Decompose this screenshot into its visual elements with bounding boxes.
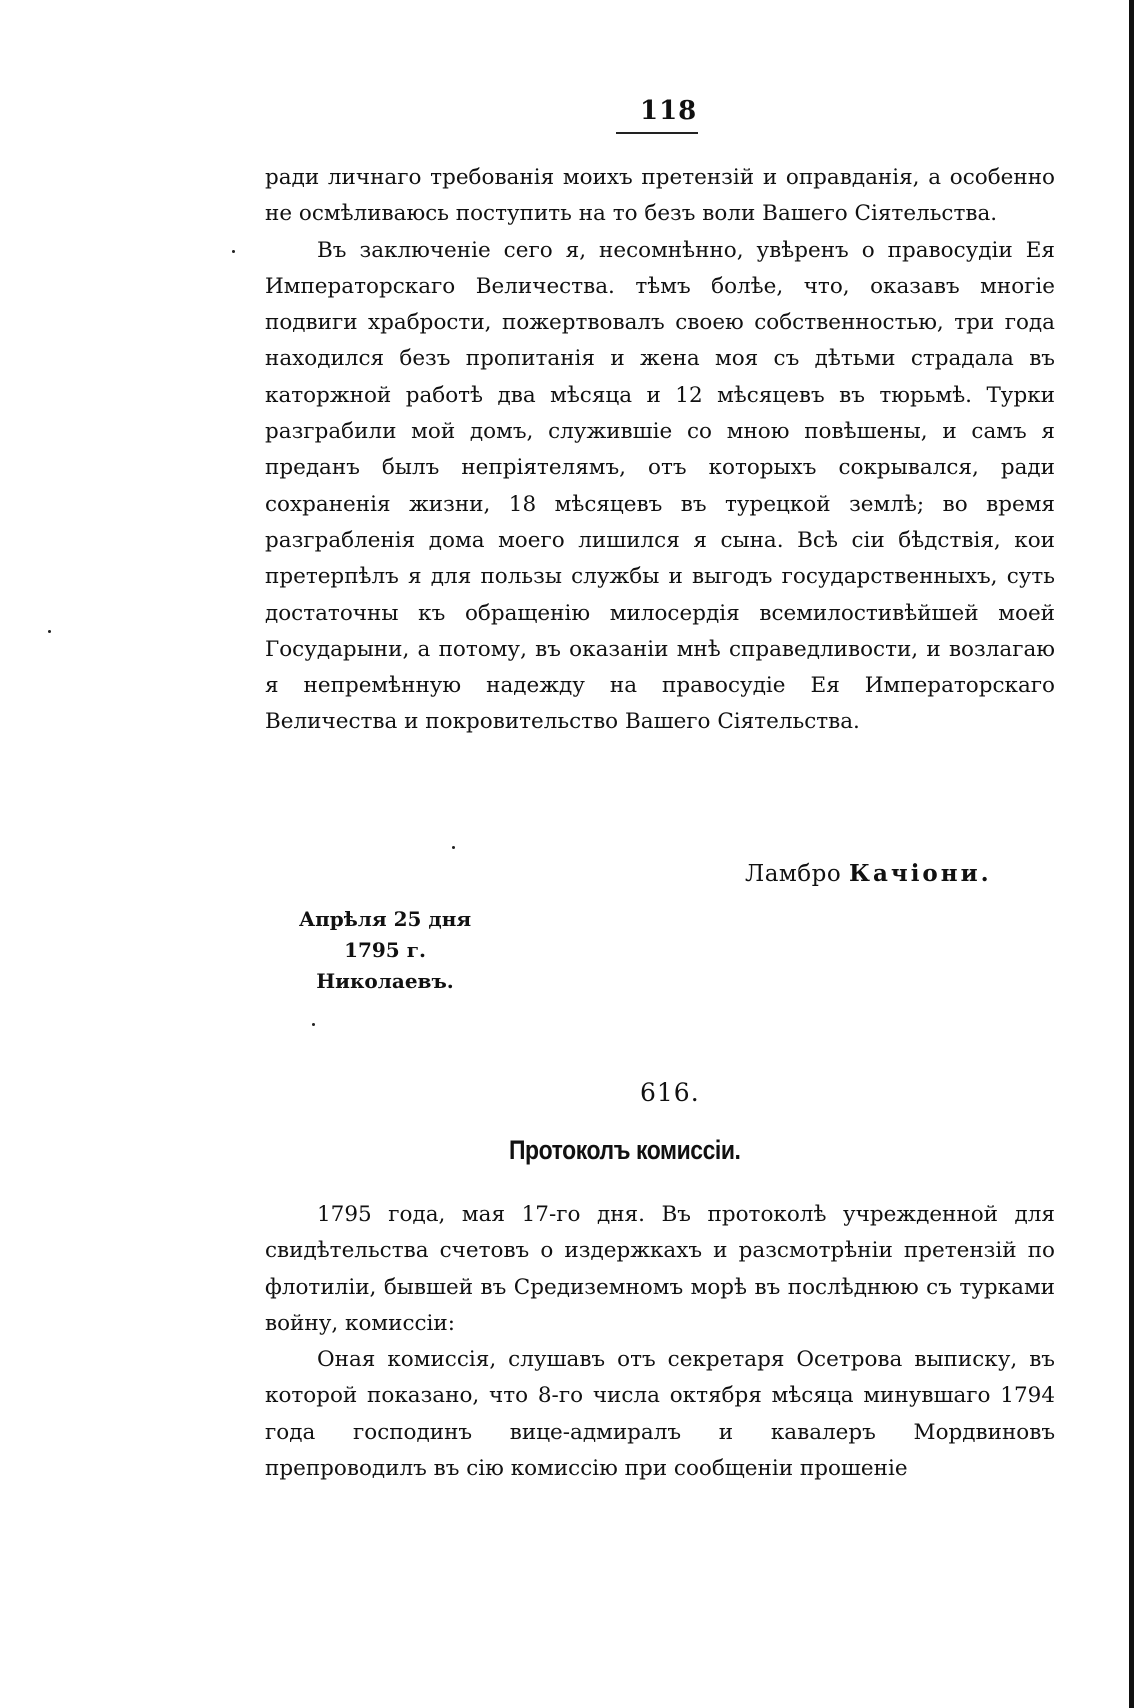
letter-dateline xyxy=(275,904,495,997)
document-text xyxy=(265,1197,1055,1487)
document-title: Протоколъ комиссіи. xyxy=(508,1135,741,1165)
date-place: Николаевъ. xyxy=(316,969,454,993)
letter-paragraph: ради личнаго требованія моихъ претензій и оправданія, а особенно не осмѣливаюсь поступить на то безъ воли Вашего Сіятельства. xyxy=(265,165,1055,227)
document-paragraph: Оная комиссія, слушавъ отъ секретаря Осетрова выписку, въ которой показано, что 8-го числа октября мѣсяца минувшаго 1794 года господинъ вице-адмиралъ и кавалеръ Мордвиновъ препроводилъ въ сію комиссію при сообщеніи прошеніе xyxy=(265,1347,1055,1482)
letter-text xyxy=(265,160,1055,741)
document-number: 616. xyxy=(640,1078,700,1107)
letter-signature xyxy=(745,860,992,887)
scan-speck xyxy=(312,1023,315,1026)
scan-speck xyxy=(232,250,235,253)
signature-first-name: Ламбро xyxy=(745,861,842,887)
scan-speck xyxy=(48,630,51,633)
page-number-rule xyxy=(616,132,698,134)
signature-surname: Качіони. xyxy=(849,860,992,887)
document-paragraph: 1795 года, мая 17-го дня. Въ протоколѣ учрежденной для свидѣтельства счетовъ о издержкахъ и разсмотрѣніи претензій по флотиліи, бывшей въ Средиземномъ морѣ въ послѣднюю съ турками войну, комиссіи: xyxy=(265,1202,1055,1336)
date-line: Апрѣля 25 дня xyxy=(298,907,472,931)
scan-speck xyxy=(452,846,455,849)
page-number: 118 xyxy=(640,96,698,126)
date-year: 1795 г. xyxy=(344,938,426,962)
letter-paragraph: Въ заключеніе сего я, несомнѣнно, увѣренъ о правосудіи Ея Императорскаго Величества. тѣмъ болѣе, что, оказавъ многіе подвиги храбрости, пожертвовалъ своею собственностью, три года находился безъ пропитанія и жена моя съ дѣтьми страдала въ каторжной работѣ два мѣсяца и 12 мѣсяцевъ въ тюрьмѣ. Турки разграбили мой домъ, служившіе со мною повѣшены, и самъ я преданъ былъ непріятелямъ, отъ которыхъ сокрывался, ради сохраненія жизни, 18 мѣсяцевъ въ турецкой землѣ; во время разграбленія дома моего лишился я сына. Всѣ сіи бѣдствія, кои претерпѣлъ я для пользы службы и выгодъ государственныхъ, суть достаточны къ обращенію милосердія всемилостивѣйшей моей Государыни, а потому, въ оказаніи мнѣ справедливости, и возлагаю я непремѣнную надежду на правосудіе Ея Императорскаго Величества и покровительство Вашего Сіятельства. xyxy=(265,237,1055,735)
page-edge-shadow xyxy=(1129,0,1134,1708)
